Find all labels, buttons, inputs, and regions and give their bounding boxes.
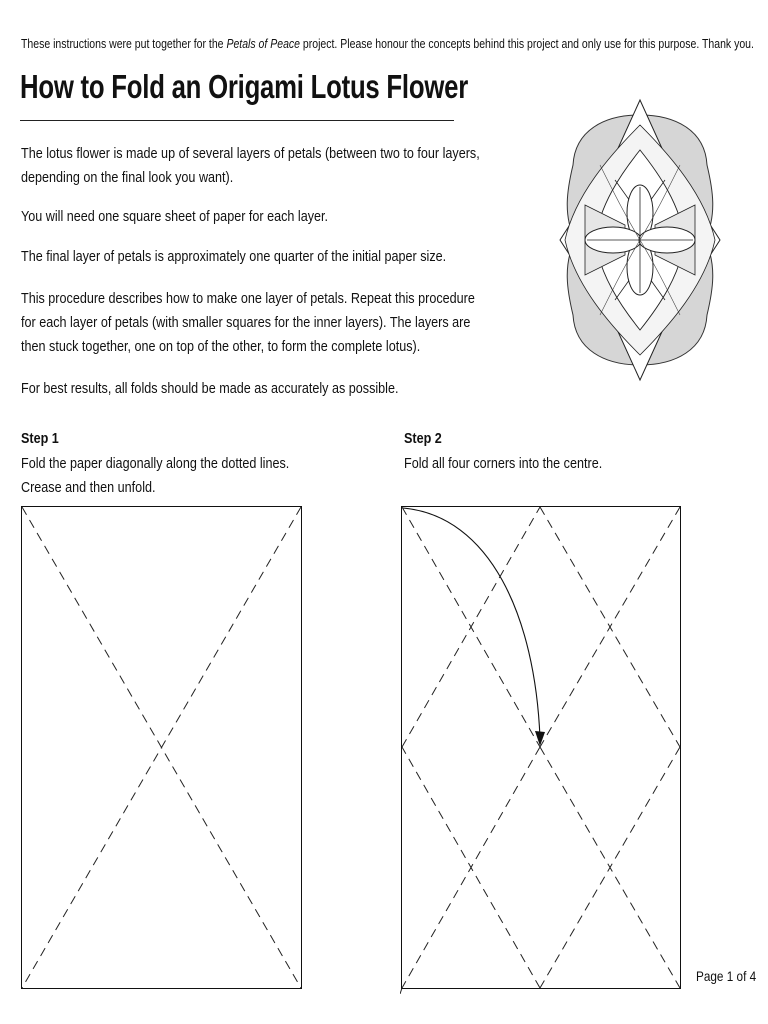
- step-2-heading: Step 2: [404, 430, 442, 447]
- intro-paragraph-4: [21, 287, 475, 359]
- step-1-line: Crease and then unfold.: [21, 479, 156, 496]
- intro-line: The lotus flower is made up of several layers of petals (between two to four layers,: [21, 145, 480, 162]
- title-divider: [20, 120, 454, 121]
- intro-line: This procedure describes how to make one layer of petals. Repeat this procedure: [21, 290, 475, 307]
- project-notice: [21, 37, 754, 51]
- intro-line: then stuck together, one on top of the other, to form the complete lotus).: [21, 338, 421, 355]
- notice-text-before: These instructions were put together for the: [21, 37, 227, 51]
- intro-paragraph-3: [21, 245, 446, 269]
- step-1-instructions: [21, 452, 289, 500]
- intro-paragraph-5: [21, 377, 399, 401]
- step-2-line: Fold all four corners into the centre.: [404, 455, 603, 472]
- step-1-line: Fold the paper diagonally along the dotted lines.: [21, 455, 290, 472]
- step-2-instructions: [404, 452, 602, 476]
- project-name: Petals of Peace: [226, 37, 300, 51]
- intro-line: depending on the final look you want).: [21, 169, 234, 186]
- intro-paragraph-2: [21, 205, 328, 229]
- step-1-diagram: [21, 506, 303, 990]
- lotus-flower-illustration: [555, 95, 725, 385]
- intro-line: For best results, all folds should be made as accurately as possible.: [21, 380, 399, 397]
- intro-line: for each layer of petals (with smaller squares for the inner layers). The layers are: [21, 314, 471, 331]
- step-2-diagram: [400, 506, 684, 994]
- intro-paragraph-1: [21, 142, 480, 190]
- page-title: How to Fold an Origami Lotus Flower: [20, 68, 468, 105]
- step-1-heading: Step 1: [21, 430, 59, 447]
- intro-line: The final layer of petals is approximately one quarter of the initial paper size.: [21, 248, 447, 265]
- intro-line: You will need one square sheet of paper for each layer.: [21, 208, 329, 225]
- notice-text-after: project. Please honour the concepts behind this project and only use for this purpose. Thank you.: [299, 37, 754, 51]
- page-number: Page 1 of 4: [696, 968, 757, 984]
